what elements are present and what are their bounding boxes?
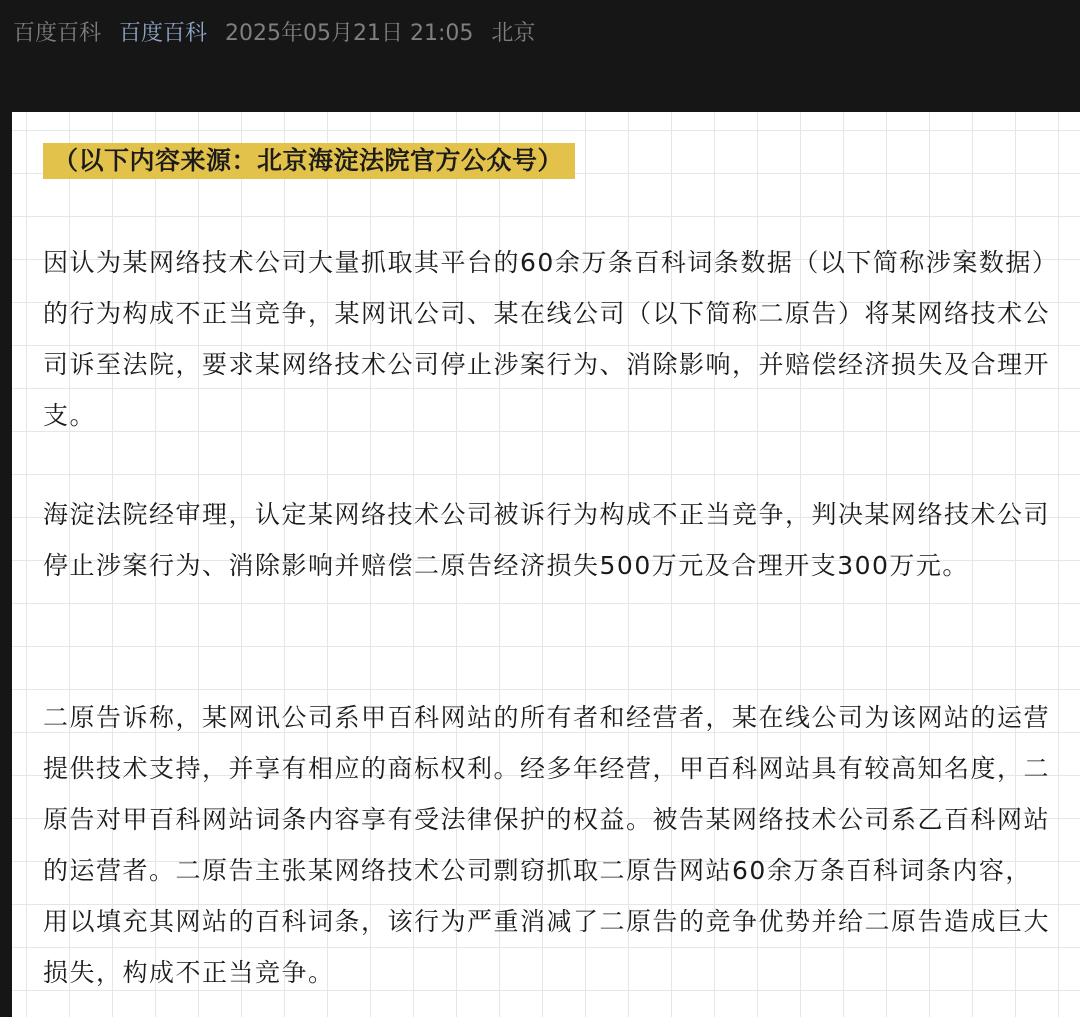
publish-location: 北京	[491, 20, 536, 46]
article-meta	[13, 14, 535, 48]
article-body	[12, 112, 1080, 1017]
source-label: 百度百科	[13, 20, 102, 46]
article-paragraph-2: 海淀法院经审理，认定某网络技术公司被诉行为构成不正当竞争，判决某网络技术公司停止涉案行为、消除影响并赔偿二原告经济损失500万元及合理开支300万元。	[43, 500, 1051, 580]
article-paragraph-3: 二原告诉称，某网讯公司系甲百科网站的所有者和经营者，某在线公司为该网站的运营提供技术支持，并享有相应的商标权利。经多年经营，甲百科网站具有较高知名度，二原告对甲百科网站词条内容享有受法律保护的权益。被告某网络技术公司系乙百科网站的运营者。二原告主张某网络技术公司剽窃抓取二原告网站60余万条百科词条内容，用以填充其网站的百科词条，该行为严重消减了二原告的竞争优势并给二原告造成巨大损失，构成不正当竞争。	[43, 703, 1051, 987]
source-note: （以下内容来源：北京海淀法院官方公众号）	[43, 143, 575, 179]
account-link[interactable]: 百度百科	[119, 20, 208, 46]
publish-date: 2025年05月21日 21:05	[225, 20, 474, 46]
article-header	[0, 0, 1080, 112]
article-paragraph-1: 因认为某网络技术公司大量抓取其平台的60余万条百科词条数据（以下简称涉案数据）的行为构成不正当竞争，某网讯公司、某在线公司（以下简称二原告）将某网络技术公司诉至法院，要求某网络技术公司停止涉案行为、消除影响，并赔偿经济损失及合理开支。	[43, 248, 1051, 430]
